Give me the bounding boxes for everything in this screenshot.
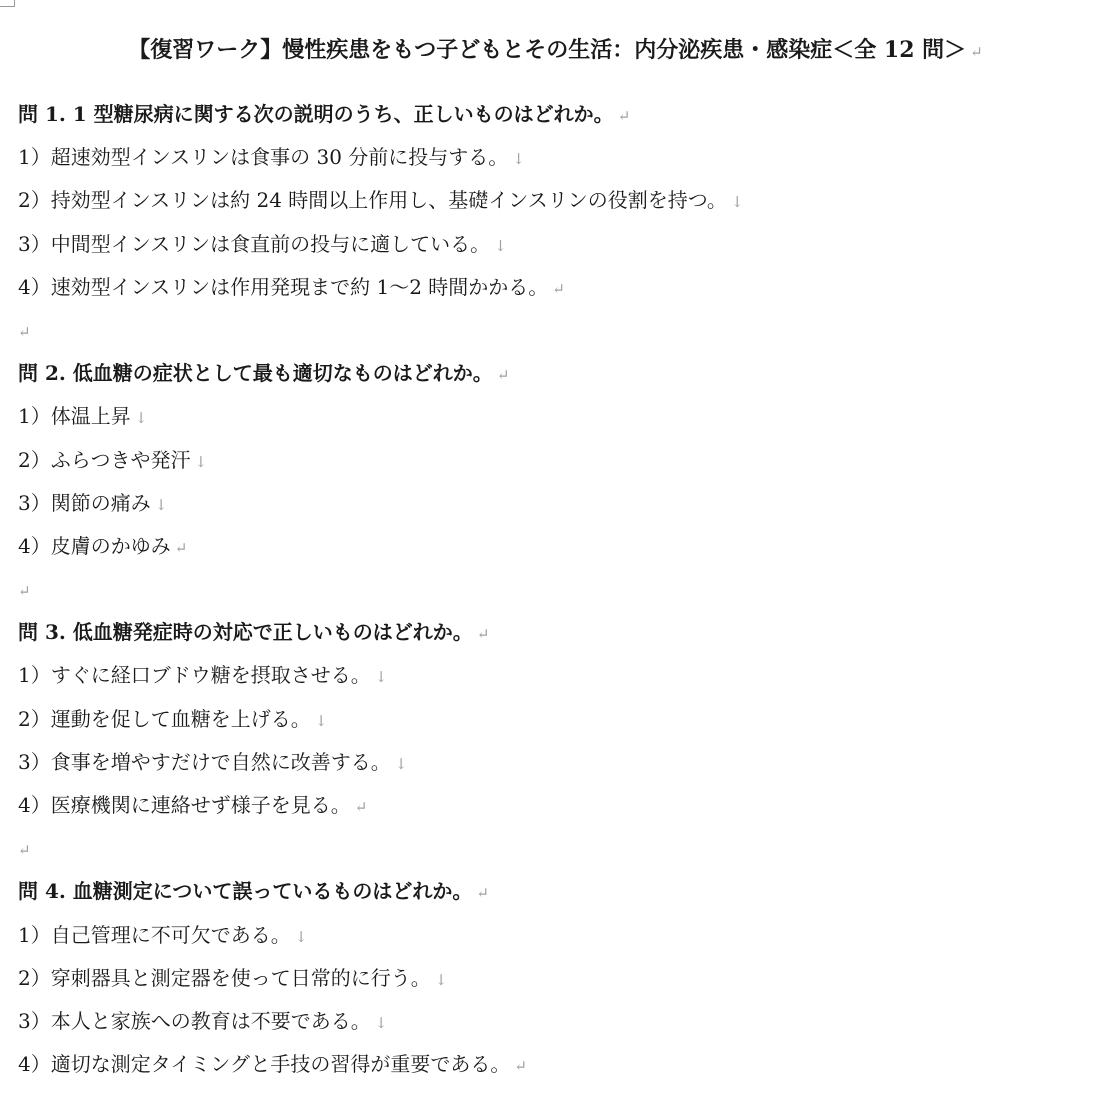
question-4-title-text: 問 4. 血糖測定について誤っているものはどれか。 — [18, 879, 473, 904]
question-2-option-3 — [18, 482, 1093, 525]
question-3-option-2 — [18, 698, 1093, 741]
option-text: 2）ふらつきや発汗 — [18, 447, 191, 472]
question-1-option-4 — [18, 266, 1093, 309]
option-text: 4）医療機関に連絡せず様子を見る。 — [18, 793, 351, 817]
line-break-mark-icon: ↓ — [374, 668, 388, 687]
option-text: 3）関節の痛み — [18, 490, 151, 515]
question-3-option-1 — [18, 654, 1093, 697]
question-4-option-3 — [18, 1000, 1093, 1043]
question-2-title-text: 問 2. 低血糖の症状として最も適切なものはどれか。 — [18, 361, 493, 386]
paragraph-mark-icon: ↵ — [970, 43, 983, 61]
paragraph-mark-icon: ↵ — [18, 841, 31, 860]
paragraph-mark-icon: ↵ — [18, 322, 31, 341]
question-4-option-2 — [18, 957, 1093, 1000]
document-title — [18, 28, 1093, 72]
question-1-title-text: 問 1. 1 型糖尿病に関する次の説明のうち、正しいものはどれか。 — [18, 102, 614, 126]
line-break-mark-icon: ↓ — [730, 193, 744, 212]
line-break-mark-icon: ↓ — [314, 711, 328, 730]
paragraph-mark-icon: ↵ — [174, 538, 188, 557]
line-break-mark-icon: ↓ — [374, 1013, 388, 1032]
option-text: 1）体温上昇 — [18, 404, 131, 429]
option-text: 2）運動を促して血糖を上げる。 — [18, 706, 311, 731]
question-2-option-1 — [18, 395, 1093, 438]
paragraph-mark-icon: ↵ — [476, 884, 489, 903]
question-3-option-4 — [18, 784, 1093, 827]
option-text: 2）持効型インスリンは約 24 時間以上作用し、基礎インスリンの役割を持つ。 — [18, 188, 727, 213]
question-4-title — [18, 870, 1093, 913]
option-text: 1）すぐに経口ブドウ糖を摂取させる。 — [18, 663, 371, 688]
option-text: 3）食事を増やすだけで自然に改善する。 — [18, 749, 391, 774]
question-1-option-1 — [18, 136, 1093, 179]
option-text: 4）皮膚のかゆみ — [18, 533, 171, 558]
line-break-mark-icon: ↓ — [294, 927, 308, 946]
paragraph-mark-icon: ↵ — [18, 582, 31, 601]
paragraph-mark-icon: ↵ — [552, 279, 565, 298]
line-break-mark-icon: ↓ — [134, 409, 148, 428]
line-break-mark-icon: ↓ — [394, 754, 408, 773]
question-3-option-3 — [18, 741, 1093, 784]
line-break-mark-icon: ↓ — [434, 970, 448, 989]
question-4-option-1 — [18, 914, 1093, 957]
option-text: 4）適切な測定タイミングと手技の習得が重要である。 — [18, 1052, 511, 1077]
option-text: 1）自己管理に不可欠である。 — [18, 922, 291, 947]
question-3-title-text: 問 3. 低血糖発症時の対応で正しいものはどれか。 — [18, 620, 473, 645]
line-break-mark-icon: ↓ — [494, 236, 507, 255]
paragraph-mark-icon: ↵ — [354, 798, 368, 816]
option-text: 2）穿刺器具と測定器を使って日常的に行う。 — [18, 965, 431, 990]
question-2-option-2 — [18, 439, 1093, 482]
option-text: 3）中間型インスリンは食直前の投与に適している。 — [18, 231, 491, 256]
line-break-mark-icon: ↓ — [194, 452, 208, 471]
question-1-option-3 — [18, 223, 1093, 266]
question-2-option-4 — [18, 525, 1093, 568]
document-title-text: 【復習ワーク】慢性疾患をもつ子どもとその生活：内分泌疾患・感染症＜全 12 問＞ — [128, 37, 967, 63]
paragraph-mark-icon: ↵ — [514, 1057, 527, 1076]
blank-paragraph — [18, 309, 1093, 352]
line-break-mark-icon: ↓ — [154, 495, 168, 514]
option-text: 4）速効型インスリンは作用発現まで約 1〜2 時間かかる。 — [18, 274, 549, 299]
blank-paragraph — [18, 568, 1093, 611]
question-4-option-4 — [18, 1043, 1093, 1086]
blank-paragraph — [18, 827, 1093, 870]
page-corner-mark — [0, 0, 15, 7]
question-1-option-2 — [18, 179, 1093, 222]
option-text: 3）本人と家族への教育は不要である。 — [18, 1008, 371, 1033]
paragraph-mark-icon: ↵ — [496, 366, 510, 385]
line-break-mark-icon: ↓ — [512, 150, 525, 169]
question-3-title — [18, 611, 1093, 654]
paragraph-mark-icon: ↵ — [476, 625, 490, 644]
document-page — [18, 28, 1093, 1086]
question-1-title — [18, 93, 1093, 136]
option-text: 1）超速効型インスリンは食事の 30 分前に投与する。 — [18, 145, 509, 170]
question-2-title — [18, 352, 1093, 395]
paragraph-mark-icon: ↵ — [617, 107, 631, 125]
